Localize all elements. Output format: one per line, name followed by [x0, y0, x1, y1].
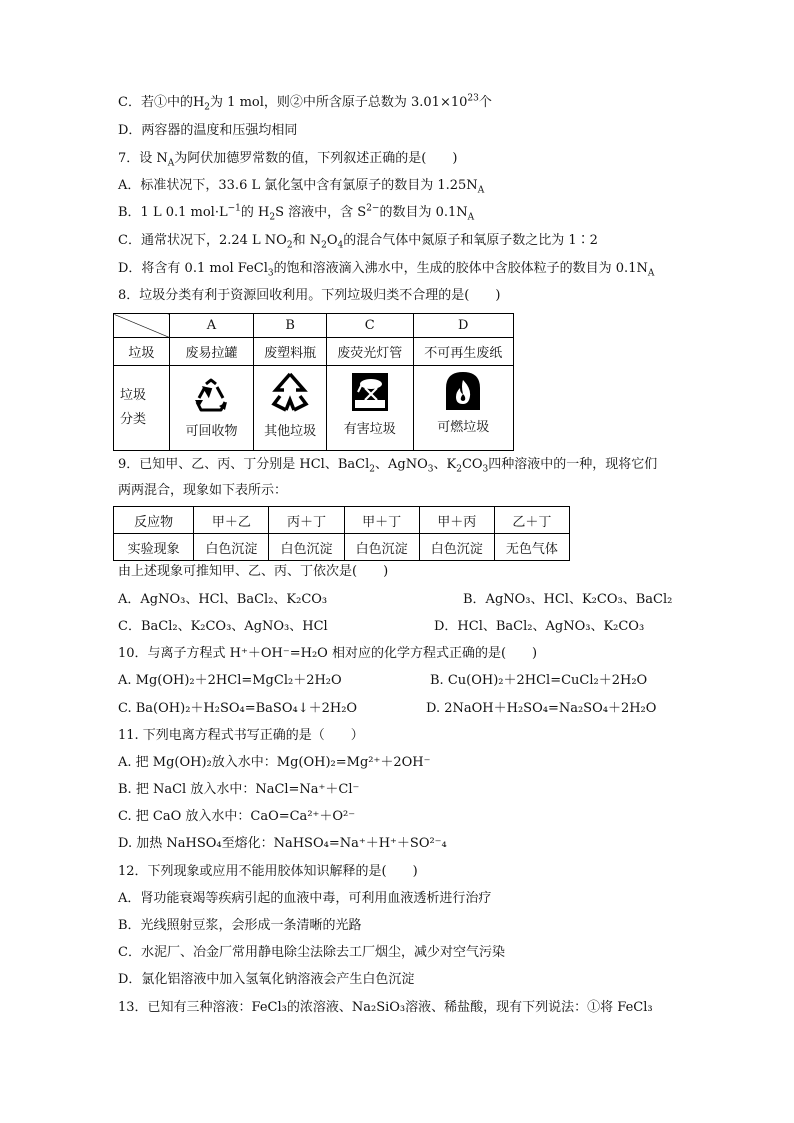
- reaction-cell: 白色沉淀: [344, 534, 419, 561]
- q10-option-c: C. Ba(OH)₂＋H₂SO₄=BaSO₄↓＋2H₂O: [118, 701, 358, 716]
- table-header-a: A: [169, 314, 254, 338]
- q6-option-c: C．若①中的$H_2$为 1 mol，则②中所含原子总数为 $3.01\times 10^{23}$个: [118, 93, 492, 113]
- garbage-table: [113, 313, 514, 451]
- q12-option-c: C．水泥厂、冶金厂常用静电除尘法除去工厂烟尘，减少对空气污染: [118, 945, 505, 960]
- category-cell-c: [326, 366, 413, 451]
- question-11: 11. 下列电离方程式书写正确的是（ ）: [118, 728, 364, 743]
- recycle-icon: [191, 378, 231, 414]
- garbage-item: 废荧光灯管: [326, 338, 413, 366]
- flame-icon: [444, 370, 482, 410]
- question-9: 9．已知甲、乙、丙、丁分别是 HCl、BaCl$_2$、AgNO$_3$、$K_2CO_3$四种溶液中的一种，现将它们: [118, 457, 658, 475]
- q7-option-c: C．通常状况下，2.24 L $NO_2$和 $N_2O_4$的混合气体中氮原子和氧原子数之比为 1∶2: [118, 233, 598, 251]
- reaction-cell: 白色沉淀: [269, 534, 344, 561]
- question-9-prompt: 由上述现象可推知甲、乙、丙、丁依次是( ): [118, 564, 389, 579]
- row-label-garbage: 垃圾: [114, 338, 170, 366]
- q9-option-a: A．AgNO₃、HCl、BaCl₂、K₂CO₃: [118, 592, 328, 607]
- reaction-cell: 白色沉淀: [194, 534, 269, 561]
- row-label-category: 垃圾 分类: [114, 366, 170, 451]
- reaction-header: 丙＋丁: [269, 507, 344, 534]
- q7-option-d: D．将含有 0.1 mol FeCl$_3$的饱和溶液滴入沸水中，生成的胶体中含胶体粒子的数目为 $0.1N_A$: [118, 261, 655, 279]
- category-cell-b: [254, 366, 327, 451]
- category-label: 有害垃圾: [343, 422, 396, 437]
- q6-option-d: D．两容器的温度和压强均相同: [118, 123, 298, 138]
- table-corner-cell: [114, 314, 170, 338]
- category-label: 可燃垃圾: [437, 420, 490, 435]
- question-12: 12．下列现象或应用不能用胶体知识解释的是( ): [118, 864, 418, 879]
- q9-option-d: D．HCl、BaCl₂、AgNO₃、K₂CO₃: [434, 619, 645, 634]
- category-label: 其他垃圾: [264, 424, 317, 439]
- q10-option-d: D. 2NaOH＋H₂SO₄=Na₂SO₄＋2H₂O: [426, 701, 657, 716]
- hazardous-waste-icon: [351, 372, 389, 412]
- q11-option-d: D. 加热 NaHSO₄至熔化：NaHSO₄=Na⁺＋H⁺＋SO²⁻₄: [118, 836, 447, 851]
- garbage-item: 不可再生废纸: [413, 338, 513, 366]
- question-8: 8．垃圾分类有利于资源回收利用。下列垃圾归类不合理的是( ): [118, 288, 501, 303]
- table-header-b: B: [254, 314, 327, 338]
- q12-option-b: B．光线照射豆浆，会形成一条清晰的光路: [118, 918, 362, 933]
- q12-option-d: D．氯化铝溶液中加入氢氧化钠溶液会产生白色沉淀: [118, 972, 415, 987]
- table-header-d: D: [413, 314, 513, 338]
- q11-option-b: B. 把 NaCl 放入水中：NaCl=Na⁺＋Cl⁻: [118, 782, 360, 797]
- q10-option-a: A. Mg(OH)₂＋2HCl=MgCl₂＋2H₂O: [118, 673, 342, 688]
- reaction-header: 甲＋丙: [419, 507, 494, 534]
- reaction-cell: 无色气体: [494, 534, 569, 561]
- question-10: 10．与离子方程式 H⁺＋OH⁻=H₂O 相对应的化学方程式正确的是( ): [118, 646, 538, 661]
- reaction-cell: 实验现象: [114, 534, 194, 561]
- category-cell-a: [169, 366, 254, 451]
- other-waste-icon: [268, 370, 312, 414]
- category-label: 可回收物: [185, 423, 238, 439]
- garbage-item: 废塑料瓶: [254, 338, 327, 366]
- q11-option-c: C. 把 CaO 放入水中：CaO=Ca²⁺＋O²⁻: [118, 809, 356, 824]
- category-cell-d: [413, 366, 513, 451]
- reaction-header: 甲＋丁: [344, 507, 419, 534]
- reaction-cell: 白色沉淀: [419, 534, 494, 561]
- question-9-continued: 两两混合，现象如下表所示：: [118, 483, 288, 498]
- reaction-table: [113, 506, 570, 561]
- q12-option-a: A．肾功能衰竭等疾病引起的血液中毒，可利用血液透析进行治疗: [118, 891, 492, 906]
- q7-option-b: B．1 L 0.1 $mol\cdot L^{-1}$的 $H_2S$ 溶液中，含 $S^{2-}$的数目为 $0.1N_A$: [118, 203, 475, 223]
- reaction-header: 甲＋乙: [194, 507, 269, 534]
- q7-option-a: A．标准状况下，33.6 L 氯化氢中含有氯原子的数目为 $1.25N_A$: [118, 178, 485, 196]
- q9-option-c: C．BaCl₂、K₂CO₃、AgNO₃、HCl: [118, 619, 328, 634]
- q9-option-b: B．AgNO₃、HCl、K₂CO₃、BaCl₂: [463, 592, 673, 607]
- table-header-c: C: [326, 314, 413, 338]
- q10-option-b: B. Cu(OH)₂＋2HCl=CuCl₂＋2H₂O: [430, 673, 648, 688]
- reaction-header: 乙＋丁: [494, 507, 569, 534]
- reaction-header: 反应物: [114, 507, 194, 534]
- question-13: 13．已知有三种溶液：FeCl₃的浓溶液、Na₂SiO₃溶液、稀盐酸，现有下列说法：①将 FeCl₃: [118, 1000, 653, 1015]
- garbage-item: 废易拉罐: [169, 338, 254, 366]
- q11-option-a: A. 把 Mg(OH)₂放入水中：Mg(OH)₂=Mg²⁺＋2OH⁻: [118, 755, 431, 770]
- question-7: 7．设 $N_A$为阿伏加德罗常数的值，下列叙述正确的是( ): [118, 151, 458, 169]
